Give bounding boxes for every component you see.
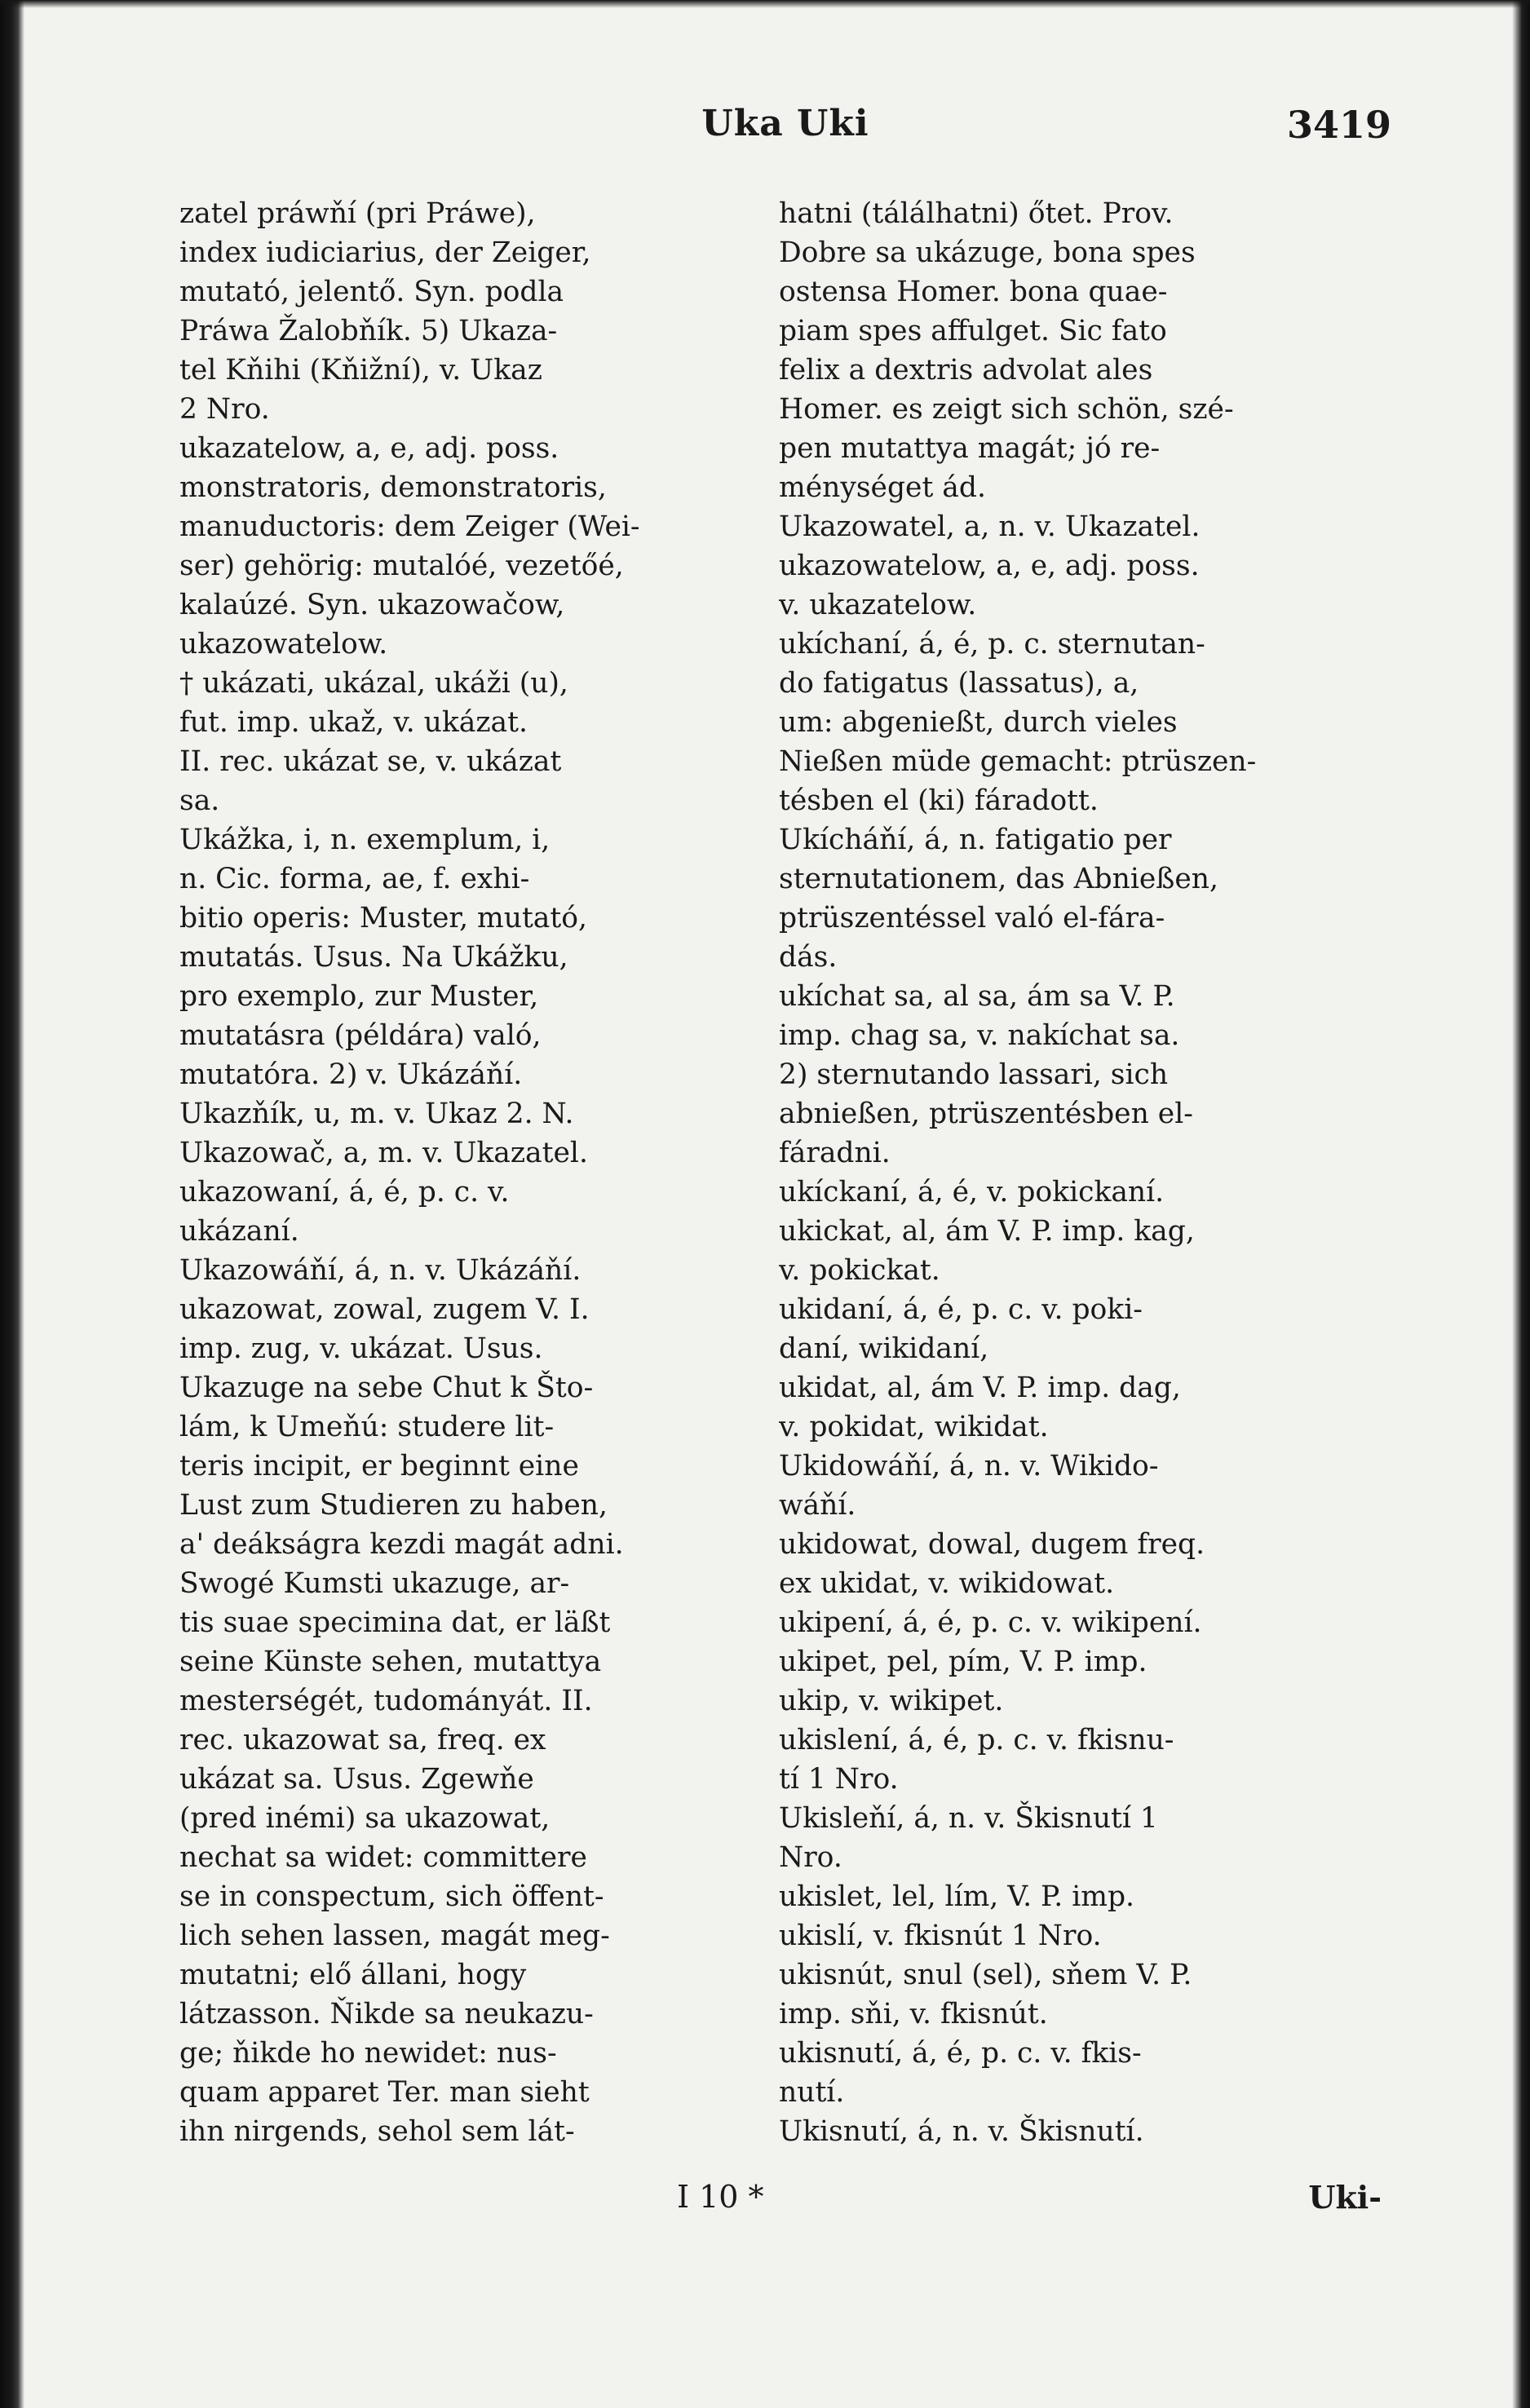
text-line: Nro. — [779, 1841, 842, 1874]
text-line: Lust zum Studieren zu haben, — [179, 1489, 608, 1522]
text-line: ukazowatelow, a, e, adj. poss. — [779, 550, 1200, 582]
text-line: hatni (tálálhatni) őtet. Prov. — [779, 197, 1174, 230]
text-line: pro exemplo, zur Muster, — [179, 980, 539, 1013]
text-line: ser) gehörig: mutalóé, vezetőé, — [179, 550, 624, 582]
page-header — [179, 103, 1391, 168]
text-line: mesterségét, tudományát. II. — [179, 1685, 593, 1717]
text-line: mutatásra (példára) való, — [179, 1019, 542, 1052]
text-line: tésben el (ki) fáradott. — [779, 784, 1099, 817]
text-line: daní, wikidaní, — [779, 1332, 989, 1365]
text-line: index iudiciarius, der Zeiger, — [179, 236, 591, 269]
text-line: Ukazowatel, a, n. v. Ukazatel. — [779, 510, 1201, 543]
text-line: ukisnút, snul (sel), sňem V. P. — [779, 1959, 1192, 1991]
text-line: quam apparet Ter. man sieht — [179, 2076, 590, 2109]
left-column — [179, 194, 718, 2151]
text-line: ménységet ád. — [779, 471, 986, 504]
text-line: Homer. es zeigt sich schön, szé- — [779, 393, 1234, 426]
text-line: ukipení, á, é, p. c. v. wikipení. — [779, 1606, 1202, 1639]
text-line: Ukazowáňí, á, n. v. Ukázáňí. — [179, 1254, 581, 1287]
text-line: nechat sa widet: committere — [179, 1841, 587, 1874]
text-line: imp. chag sa, v. nakíchat sa. — [779, 1019, 1180, 1052]
text-line: mutatás. Usus. Na Ukážku, — [179, 941, 568, 974]
text-line: ukickat, al, ám V. P. imp. kag, — [779, 1215, 1195, 1248]
text-line: ukázat sa. Usus. Zgewňe — [179, 1763, 534, 1796]
text-line: ukíchat sa, al sa, ám sa V. P. — [779, 980, 1175, 1013]
text-line: lich sehen lassen, magát meg- — [179, 1920, 610, 1952]
text-line: um: abgenießt, durch vieles — [779, 706, 1178, 739]
text-line: mutatóra. 2) v. Ukázáňí. — [179, 1058, 523, 1091]
text-line: II. rec. ukázat se, v. ukázat — [179, 745, 562, 778]
text-line: abnießen, ptrüszentésben el- — [779, 1098, 1193, 1130]
scan-edge-left — [0, 0, 24, 2408]
text-line: bitio operis: Muster, mutató, — [179, 902, 587, 934]
text-line: ukislet, lel, lím, V. P. imp. — [779, 1880, 1135, 1913]
text-line: ukázaní. — [179, 1215, 299, 1248]
text-line: monstratoris, demonstratoris, — [179, 471, 607, 504]
running-head: Uka Uki — [701, 103, 869, 144]
text-line: fáradni. — [779, 1137, 891, 1169]
text-line: Ukidowáňí, á, n. v. Wikido- — [779, 1450, 1159, 1482]
text-line: rec. ukazowat sa, freq. ex — [179, 1724, 546, 1756]
text-line: látzasson. Ňikde sa neukazu- — [179, 1998, 594, 2030]
text-line: mutató, jelentő. Syn. podla — [179, 276, 564, 308]
text-line: imp. zug, v. ukázat. Usus. — [179, 1332, 543, 1365]
text-line: 2) sternutando lassari, sich — [779, 1058, 1169, 1091]
text-line: Dobre sa ukázuge, bona spes — [779, 236, 1196, 269]
text-line: Ukážka, i, n. exemplum, i, — [179, 824, 551, 856]
signature-mark: I 10 * — [677, 2179, 764, 2215]
text-line: Ukícháňí, á, n. fatigatio per — [779, 824, 1172, 856]
text-line: dás. — [779, 941, 838, 974]
scan-edge-right — [1512, 0, 1530, 2408]
text-line: piam spes affulget. Sic fato — [779, 315, 1167, 347]
text-line: v. pokickat. — [779, 1254, 940, 1287]
text-line: seine Künste sehen, mutattya — [179, 1646, 602, 1678]
text-line: ptrüszentéssel való el-fára- — [779, 902, 1165, 934]
text-line: a' deákságra kezdi magát adni. — [179, 1528, 624, 1561]
text-line: Nießen müde gemacht: ptrüszen- — [779, 745, 1257, 778]
scan-edge-top — [0, 0, 1530, 8]
text-line: tis suae specimina dat, er läßt — [179, 1606, 611, 1639]
text-line: ukidowat, dowal, dugem freq. — [779, 1528, 1205, 1561]
text-line: ukidat, al, ám V. P. imp. dag, — [779, 1372, 1181, 1404]
text-line: imp. sňi, v. fkisnút. — [779, 1998, 1048, 2030]
text-line: 2 Nro. — [179, 393, 270, 426]
text-line: lám, k Umeňú: studere lit- — [179, 1411, 555, 1443]
text-line: Ukazowač, a, m. v. Ukazatel. — [179, 1137, 588, 1169]
text-line: ex ukidat, v. wikidowat. — [779, 1567, 1115, 1600]
text-line: teris incipit, er beginnt eine — [179, 1450, 579, 1482]
text-line: Ukazňík, u, m. v. Ukaz 2. N. — [179, 1098, 574, 1130]
text-line: ukíchaní, á, é, p. c. sternutan- — [779, 628, 1205, 661]
text-line: sternutationem, das Abnießen, — [779, 863, 1218, 895]
text-line: Ukisleňí, á, n. v. Škisnutí 1 — [779, 1802, 1158, 1835]
text-line: Ukisnutí, á, n. v. Škisnutí. — [779, 2115, 1144, 2148]
text-line: mutatni; elő állani, hogy — [179, 1959, 527, 1991]
text-line: kalaúzé. Syn. ukazowačow, — [179, 589, 565, 621]
text-line: ihn nirgends, sehol sem lát- — [179, 2115, 575, 2148]
text-line: ukíckaní, á, é, v. pokickaní. — [779, 1176, 1165, 1208]
text-line: nutí. — [779, 2076, 845, 2109]
text-line: ukisnutí, á, é, p. c. v. fkis- — [779, 2037, 1142, 2070]
text-line: fut. imp. ukaž, v. ukázat. — [179, 706, 528, 739]
text-line: ge; ňikde ho newidet: nus- — [179, 2037, 557, 2070]
text-line: v. pokidat, wikidat. — [779, 1411, 1049, 1443]
text-line: ukislí, v. fkisnút 1 Nro. — [779, 1920, 1102, 1952]
text-line: pen mutattya magát; jó re- — [779, 432, 1161, 465]
text-line: sa. — [179, 784, 220, 817]
text-line: n. Cic. forma, ae, f. exhi- — [179, 863, 530, 895]
text-line: ostensa Homer. bona quae- — [779, 276, 1168, 308]
text-line: v. ukazatelow. — [779, 589, 977, 621]
text-line: ukislení, á, é, p. c. v. fkisnu- — [779, 1724, 1174, 1756]
text-line: manuductoris: dem Zeiger (Wei- — [179, 510, 640, 543]
text-line: ukidaní, á, é, p. c. v. poki- — [779, 1293, 1143, 1326]
text-line: tí 1 Nro. — [779, 1763, 899, 1796]
text-line: ukip, v. wikipet. — [779, 1685, 1004, 1717]
page-footer — [179, 2179, 1391, 2228]
text-line: wáňí. — [779, 1489, 856, 1522]
text-line: felix a dextris advolat ales — [779, 354, 1153, 387]
text-line: (pred inémi) sa ukazowat, — [179, 1802, 551, 1835]
catchword: Uki- — [1308, 2179, 1382, 2216]
text-line: ukazowat, zowal, zugem V. I. — [179, 1293, 590, 1326]
text-line: Swogé Kumsti ukazuge, ar- — [179, 1567, 570, 1600]
right-column — [779, 194, 1317, 2151]
text-line: † ukázati, ukázal, ukáži (u), — [179, 667, 568, 700]
text-line: zatel práwňí (pri Práwe), — [179, 197, 536, 230]
text-line: Práwa Žalobňík. 5) Ukaza- — [179, 315, 558, 347]
text-line: ukipet, pel, pím, V. P. imp. — [779, 1646, 1148, 1678]
page-number: 3419 — [1286, 103, 1391, 147]
text-line: ukazowaní, á, é, p. c. v. — [179, 1176, 510, 1208]
text-line: Ukazuge na sebe Chut k Što- — [179, 1372, 594, 1404]
text-line: tel Kňihi (Kňižní), v. Ukaz — [179, 354, 542, 387]
text-line: do fatigatus (lassatus), a, — [779, 667, 1139, 700]
text-line: ukazowatelow. — [179, 628, 388, 661]
text-line: se in conspectum, sich öffent- — [179, 1880, 604, 1913]
text-line: ukazatelow, a, e, adj. poss. — [179, 432, 559, 465]
